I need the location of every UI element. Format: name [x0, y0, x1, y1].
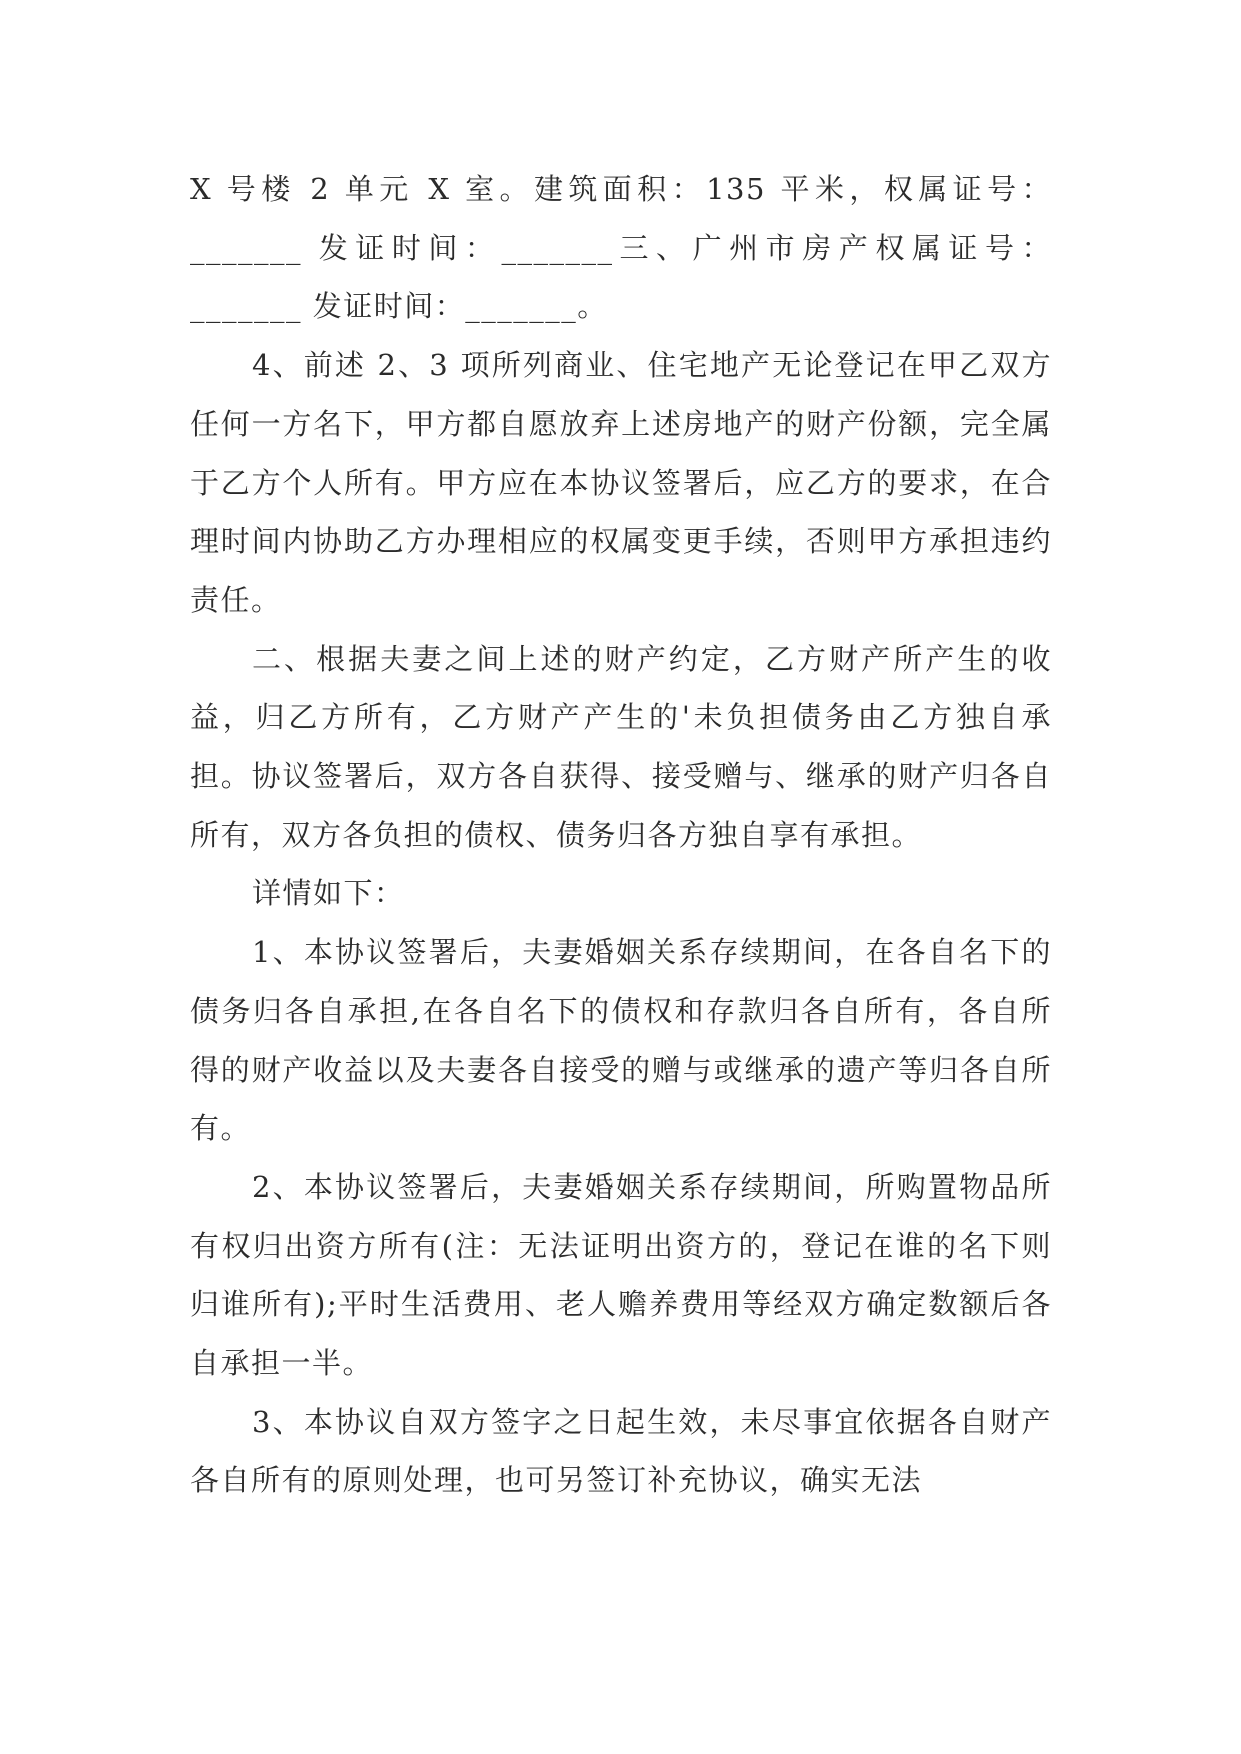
- paragraph-detail-2: 2、本协议签署后，夫妻婚姻关系存续期间，所购置物品所有权归出资方所有(注：无法证明出资方的，登记在谁的名下则归谁所有);平时生活费用、老人赡养费用等经双方确定数额后各自承担一半。: [190, 1169, 1052, 1381]
- paragraph-item-4: 4、前述 2、3 项所列商业、住宅地产无论登记在甲乙双方任何一方名下，甲方都自愿放弃上述房地产的财产份额，完全属于乙方个人所有。甲方应在本协议签署后，应乙方的要求，在合理时间内协助乙方办理相应的权属变更手续，否则甲方承担违约责任。: [190, 348, 1052, 617]
- paragraph-details-heading: 详情如下：: [252, 876, 405, 911]
- paragraph-detail-3: 3、本协议自双方签字之日起生效，未尽事宜依据各自财产各自所有的原则处理，也可另签订补充协议，确实无法: [190, 1404, 1052, 1498]
- paragraph-section-2: 二、根据夫妻之间上述的财产约定，乙方财产所产生的收益，归乙方所有，乙方财产产生的'未负担债务由乙方独自承担。协议签署后，双方各自获得、接受赠与、继承的财产归各自所有，双方各负担的债权、债务归各方独自享有承担。: [190, 641, 1052, 852]
- paragraph-property-details: X 号楼 2 单元 X 室。建筑面积：135 平米，权属证号：_______ 发证时间：_______三、广州市房产权属证号：_______ 发证时间：_______。: [190, 172, 1052, 324]
- paragraph-detail-1: 1、本协议签署后，夫妻婚姻关系存续期间，在各自名下的债务归各自承担,在各自名下的债权和存款归各自所有，各自所得的财产收益以及夫妻各自接受的赠与或继承的遗产等归各自所有。: [190, 935, 1052, 1146]
- document-body: [190, 160, 1052, 1510]
